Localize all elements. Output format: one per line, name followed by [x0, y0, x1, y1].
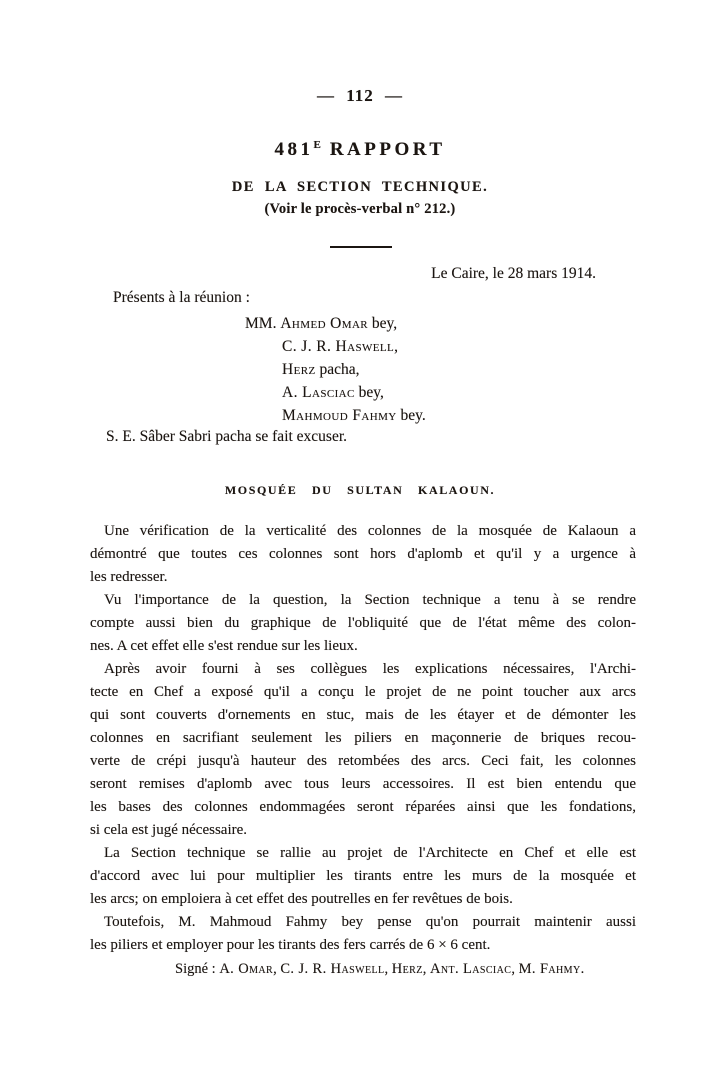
attendee-name: C. J. R. Haswell — [282, 338, 395, 355]
attendee-name: A. Lasciac — [282, 384, 355, 401]
attendee-name: Mahmoud Fahmy — [282, 407, 397, 424]
attendee-line — [245, 312, 426, 335]
page-number: — 112 — — [316, 86, 404, 105]
text-line: démontré que toutes ces colonnes sont hors d'aplomb et qu'il y a urgence à — [90, 546, 636, 562]
signature-name: M. Fahmy — [518, 961, 581, 977]
report-title-word: RAPPORT — [329, 139, 446, 160]
attendee-name: Herz — [282, 361, 316, 378]
text-line: qui sont couverts d'ornements en stuc, mais de les étayer et de démonter les — [90, 707, 636, 723]
paragraph — [90, 911, 636, 957]
signature-prefix: Signé : — [175, 961, 220, 977]
signature-name: Ant. Lasciac — [429, 961, 512, 977]
attendee-line — [245, 358, 426, 381]
presents-label: Présents à la réunion : — [113, 289, 250, 306]
report-title — [0, 139, 720, 161]
paragraph — [90, 842, 636, 911]
text-line: Après avoir fourni à ses collègues les explications nécessaires, l'Archi- — [104, 661, 636, 677]
text-line: les piliers et employer pour les tirants des fers carrés de 6 × 6 cent. — [90, 937, 491, 953]
paragraph — [90, 658, 636, 842]
attendee-suffix: bey, — [368, 315, 398, 332]
attendee-suffix: , — [394, 338, 399, 355]
paragraph — [90, 520, 636, 589]
text-line: Vu l'importance de la question, la Section technique a tenu à se rendre — [104, 592, 636, 608]
text-line: nes. A cet effet elle s'est rendue sur les lieux. — [90, 638, 358, 654]
report-subtitle: DE LA SECTION TECHNIQUE. — [231, 179, 489, 195]
report-number: 481 — [274, 139, 314, 160]
attendee-suffix: bey. — [396, 407, 426, 424]
attendees-list — [245, 312, 426, 427]
signature-separator: . — [580, 961, 585, 977]
text-line: Une vérification de la verticalité des colonnes de la mosquée de Kalaoun a — [104, 523, 636, 539]
text-line: les redresser. — [90, 569, 168, 585]
attendees-prefix: MM. — [245, 315, 281, 332]
section-heading: MOSQUÉE DU SULTAN KALAOUN. — [224, 483, 496, 497]
signature-separator: , — [511, 961, 519, 977]
signature-separator: , — [384, 961, 392, 977]
divider-rule — [330, 246, 392, 248]
text-line: d'accord avec lui pour multiplier les tirants entre les murs de la mosquée et — [90, 868, 636, 884]
attendee-suffix: pacha, — [315, 361, 360, 378]
text-line: les arcs; on emploiera à cet effet des poutrelles en fer revêtues de bois. — [90, 891, 513, 907]
signature-name: C. J. R. Haswell — [280, 961, 385, 977]
signature-name: A. Omar — [219, 961, 274, 977]
text-line: seront remises d'aplomb avec tous leurs accessoires. Il est bien entendu que — [90, 776, 636, 792]
text-line: verte de crépi jusqu'à hauteur des retombées des arcs. Ceci fait, les colonnes — [90, 753, 636, 769]
text-line: Toutefois, M. Mahmoud Fahmy bey pense qu'on pourrait maintenir aussi — [104, 914, 636, 930]
report-number-ordinal: E — [313, 139, 321, 151]
attendee-name: Ahmed Omar — [280, 315, 369, 332]
attendee-line — [245, 404, 426, 427]
excused-line: S. E. Sâber Sabri pacha se fait excuser. — [106, 428, 348, 445]
text-line: La Section technique se rallie au projet de l'Architecte en Chef et elle est — [104, 845, 636, 861]
signature-separator: , — [422, 961, 430, 977]
text-line: compte aussi bien du graphique de l'obliquité que de l'état même des colon- — [90, 615, 636, 631]
text-line: si cela est jugé nécessaire. — [90, 822, 248, 838]
attendee-line — [245, 335, 426, 358]
proces-verbal-reference: (Voir le procès-verbal n° 212.) — [264, 201, 456, 217]
paragraph — [90, 589, 636, 658]
dateline: Le Caire, le 28 mars 1914. — [431, 265, 596, 282]
text-line: les bases des colonnes endommagées seront réparées ainsi que les fondations, — [90, 799, 636, 815]
report-body — [90, 520, 636, 957]
signature-name: Herz — [391, 961, 423, 977]
attendee-line — [245, 381, 426, 404]
text-line: colonnes en sacrifiant seulement les piliers en maçonnerie de briques recou- — [90, 730, 636, 746]
signature-separator: , — [273, 961, 281, 977]
attendee-suffix: bey, — [354, 384, 384, 401]
text-line: tecte en Chef a exposé qu'il a conçu le projet de ne point toucher aux arcs — [90, 684, 636, 700]
signature-line — [175, 961, 584, 978]
